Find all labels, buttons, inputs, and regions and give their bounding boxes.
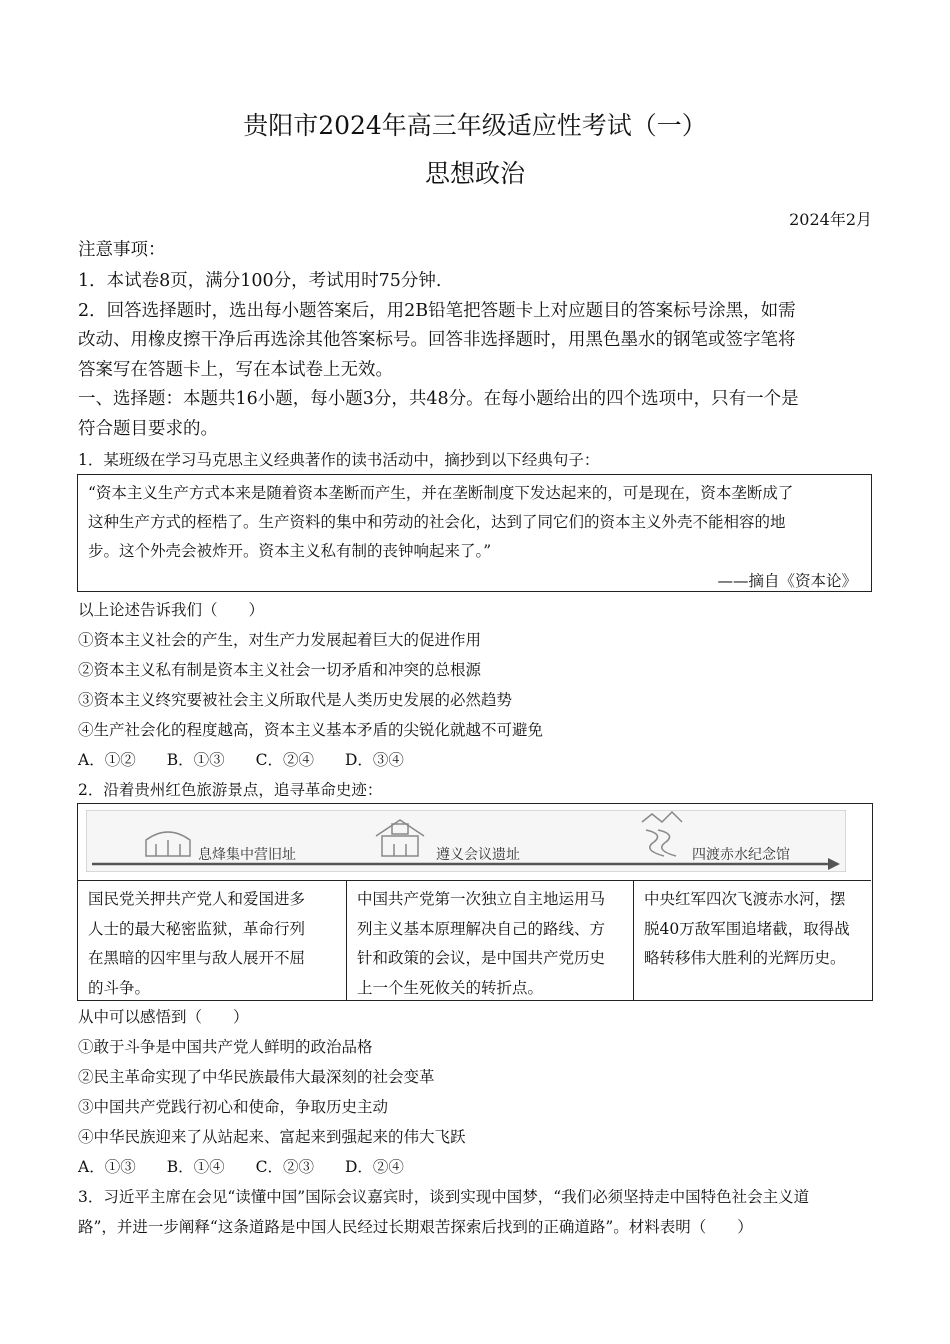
notice-item-2-line-1: 2．回答选择题时，选出每小题答案后，用2B铅笔把答题卡上对应题目的答案标号涂黑，如需 <box>78 301 796 321</box>
question-2-statement-3: ③中国共产党践行初心和使命，争取历史主动 <box>78 1098 389 1116</box>
description-line: 略转移伟大胜利的光辉历史。 <box>644 949 846 967</box>
question-1-choices: A．①② B．①③ C．②④ D．③④ <box>78 751 404 769</box>
notice-item-1: 1．本试卷8页，满分100分，考试用时75分钟. <box>78 271 442 291</box>
red-tour-route-banner <box>86 810 846 872</box>
site-description-xifeng <box>78 881 346 1001</box>
quote-line-1: “资本主义生产方式本来是随着资本垄断而产生，并在垄断制度下发达起来的，可是现在，资本垄断成了 <box>88 484 794 502</box>
notice-heading: 注意事项： <box>78 240 166 260</box>
question-2-statement-2: ②民主革命实现了中华民族最伟大最深刻的社会变革 <box>78 1068 435 1086</box>
site-label-zunyi: 遵义会议遗址 <box>436 847 520 863</box>
description-line: 国民党关押共产党人和爱国进多 <box>88 890 306 908</box>
question-3-stem-line-1: 3．习近平主席在会见“读懂中国”国际会议嘉宾时，谈到实现中国梦，“我们必须坚持走中国特色社会主义道 <box>78 1188 810 1206</box>
question-1-statement-3: ③资本主义终究要被社会主义所取代是人类历史发展的必然趋势 <box>78 691 513 709</box>
question-1-stem: 1．某班级在学习马克思主义经典著作的读书活动中，摘抄到以下经典句子： <box>78 451 600 469</box>
description-line: 列主义基本原理解决自己的路线、方 <box>357 919 606 938</box>
site-label-xifeng: 息烽集中营旧址 <box>198 847 296 863</box>
section-1-instructions-line-1: 一、选择题：本题共16小题，每小题3分，共48分。在每小题给出的四个选项中，只有一个是 <box>78 389 799 409</box>
notice-item-2-line-2: 改动、用橡皮擦干净后再选涂其他答案标号。回答非选择题时，用黑色墨水的钢笔或签字笔将 <box>78 330 796 350</box>
question-2-choices: A．①③ B．①④ C．②③ D．②④ <box>78 1158 404 1176</box>
description-line: 中央红军四次飞渡赤水河，摆 <box>644 890 846 908</box>
quote-line-2: 这种生产方式的桎梏了。生产资料的集中和劳动的社会化，达到了同它们的资本主义外壳不能相容的地 <box>88 513 786 531</box>
question-1-statement-2: ②资本主义私有制是资本主义社会一切矛盾和冲突的总根源 <box>78 661 482 679</box>
question-1-quote-box <box>77 474 872 592</box>
description-line: 人士的最大秘密监狱，革命行列 <box>88 919 306 938</box>
notice-item-2-line-3: 答案写在答题卡上，写在本试卷上无效。 <box>78 360 393 380</box>
description-line: 在黑暗的囚牢里与敌人展开不屈 <box>88 949 306 967</box>
section-1-instructions-line-2: 符合题目要求的。 <box>78 419 218 439</box>
description-line: 上一个生死攸关的转折点。 <box>357 978 544 997</box>
quote-source: ——摘自《资本论》 <box>717 572 857 590</box>
question-1-prompt: 以上论述告诉我们（ ） <box>78 601 265 619</box>
exam-title: 贵阳市2024年高三年级适应性考试（一） <box>243 111 707 140</box>
question-3-stem-line-2: 路”，并进一步阐释“这条道路是中国人民经过长期艰苦探索后找到的正确道路”。材料表明（ ） <box>78 1218 753 1236</box>
site-description-zunyi <box>346 881 633 1001</box>
question-1-statement-1: ①资本主义社会的产生，对生产力发展起着巨大的促进作用 <box>78 631 482 649</box>
description-line: 中国共产党第一次独立自主地运用马 <box>357 890 606 908</box>
subject-title: 思想政治 <box>424 159 525 188</box>
question-2-stem: 2．沿着贵州红色旅游景点，追寻革命史迹： <box>78 781 383 799</box>
question-2-statement-4: ④中华民族迎来了从站起来、富起来到强起来的伟大飞跃 <box>78 1128 466 1146</box>
description-line: 脱40万敌军围追堵截，取得战 <box>644 919 850 938</box>
question-2-prompt: 从中可以感悟到（ ） <box>78 1008 249 1026</box>
site-description-chishui <box>633 881 871 1001</box>
description-line: 针和政策的会议，是中国共产党历史 <box>357 949 606 967</box>
site-description-row <box>78 880 871 1001</box>
question-1-statement-4: ④生产社会化的程度越高，资本主义基本矛盾的尖锐化就越不可避免 <box>78 721 544 739</box>
question-2-table <box>77 803 873 1001</box>
exam-date: 2024年2月 <box>789 210 872 229</box>
question-2-statement-1: ①敢于斗争是中国共产党人鲜明的政治品格 <box>78 1038 373 1056</box>
site-label-chishui: 四渡赤水纪念馆 <box>692 847 790 863</box>
description-line: 的斗争。 <box>88 978 151 997</box>
quote-line-3: 步。这个外壳会被炸开。资本主义私有制的丧钟响起来了。” <box>88 542 492 560</box>
